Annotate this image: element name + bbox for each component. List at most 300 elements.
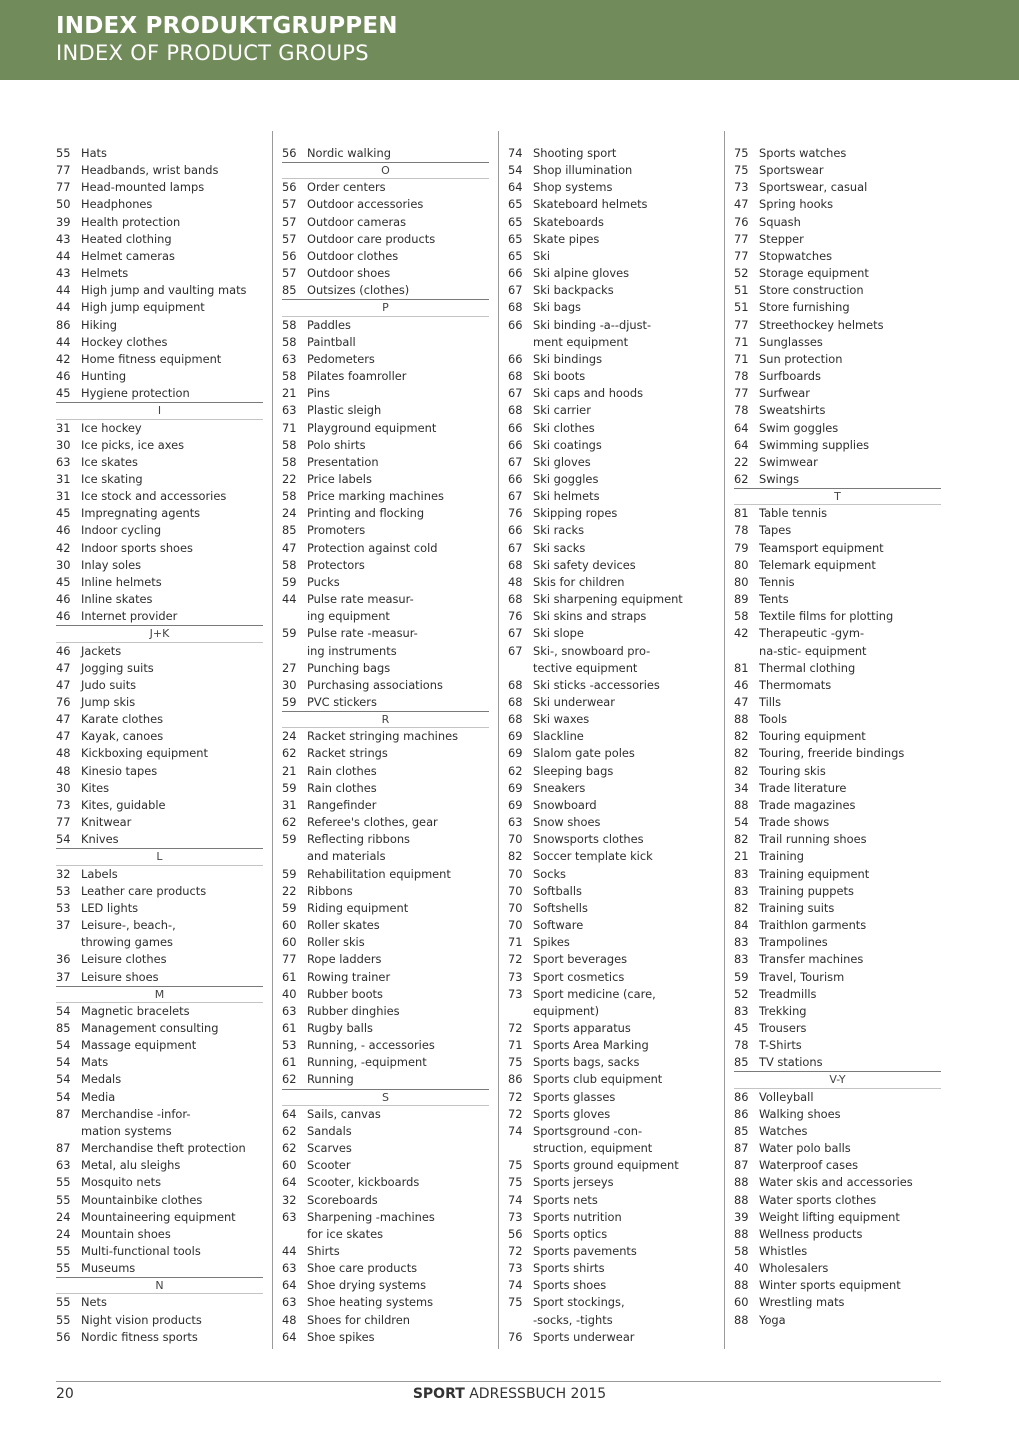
index-entry (508, 1312, 715, 1329)
product-group-label: T-Shirts (759, 1038, 802, 1053)
page-ref: 73 (56, 797, 71, 812)
index-entry (508, 797, 715, 814)
page-ref: 71 (282, 420, 297, 435)
index-entry (508, 522, 715, 539)
product-group-label: Nets (81, 1295, 107, 1310)
page-ref: 60 (282, 918, 297, 933)
index-entry (282, 471, 489, 488)
product-group-label: Scooter, kickboards (307, 1175, 420, 1190)
page-ref: 58 (282, 454, 297, 469)
index-column-3 (508, 145, 715, 1346)
product-group-label: Inlay soles (81, 557, 142, 572)
page-ref: 56 (56, 1329, 71, 1344)
index-entry (508, 1054, 715, 1071)
product-group-label: Shop illumination (533, 163, 633, 178)
product-group-label: Touring skis (759, 763, 826, 778)
index-entry (56, 677, 263, 694)
page-ref: 58 (282, 317, 297, 332)
product-group-label: Trail running shoes (759, 832, 867, 847)
product-group-label: Hygiene protection (81, 386, 190, 401)
page-ref: 54 (56, 1089, 71, 1104)
index-entry (282, 145, 489, 162)
index-entry (56, 437, 263, 454)
page-ref: 46 (734, 677, 749, 692)
page-ref: 30 (56, 437, 71, 452)
product-group-label: throwing games (81, 935, 173, 950)
product-group-label: Software (533, 918, 584, 933)
page-ref: 82 (508, 849, 523, 864)
product-group-label: Ski gloves (533, 454, 591, 469)
index-entry (734, 196, 941, 213)
page-ref: 62 (734, 471, 749, 486)
product-group-label: Rope ladders (307, 952, 382, 967)
index-entry (56, 883, 263, 900)
page-ref: 59 (282, 780, 297, 795)
index-entry (734, 162, 941, 179)
page-ref: 71 (734, 351, 749, 366)
page-ref: 30 (56, 780, 71, 795)
page-ref: 55 (56, 1175, 71, 1190)
index-entry (734, 848, 941, 865)
index-entry (508, 1140, 715, 1157)
page-ref: 57 (282, 231, 297, 246)
product-group-label: Winter sports equipment (759, 1278, 901, 1293)
product-group-label: Water polo balls (759, 1141, 851, 1156)
page-ref: 69 (508, 729, 523, 744)
index-entry (282, 1123, 489, 1140)
product-group-label: Treadmills (759, 986, 817, 1001)
page-ref: 56 (508, 1226, 523, 1241)
index-entry (282, 1329, 489, 1346)
product-group-label: Touring, freeride bindings (759, 746, 905, 761)
page-ref: 63 (282, 403, 297, 418)
page-ref: 59 (734, 969, 749, 984)
product-group-label: Thermal clothing (759, 660, 856, 675)
product-group-label: Ski sacks (533, 540, 586, 555)
product-group-label: Sports nutrition (533, 1209, 622, 1224)
product-group-label: Shoe drying systems (307, 1278, 427, 1293)
product-group-label: Mountaineering equipment (81, 1209, 236, 1224)
page-ref: 84 (734, 918, 749, 933)
page-ref: 24 (56, 1209, 71, 1224)
product-group-label: Sport cosmetics (533, 969, 625, 984)
index-entry (734, 1020, 941, 1037)
index-entry (282, 1226, 489, 1243)
product-group-label: Impregnating agents (81, 506, 201, 521)
product-group-label: Ski boots (533, 369, 586, 384)
index-entry (734, 1226, 941, 1243)
page-ref: 80 (734, 574, 749, 589)
index-entry (282, 1037, 489, 1054)
product-group-label: Scoreboards (307, 1192, 378, 1207)
index-entry (508, 1209, 715, 1226)
index-entry (508, 471, 715, 488)
product-group-label: Outsizes (clothes) (307, 283, 410, 298)
index-entry (508, 540, 715, 557)
product-group-label: Store construction (759, 283, 864, 298)
product-group-label: Metal, alu sleighs (81, 1158, 181, 1173)
page-ref: 24 (56, 1226, 71, 1241)
product-group-label: Sports nets (533, 1192, 598, 1207)
page-ref: 76 (508, 1329, 523, 1344)
page-ref: 85 (734, 1055, 749, 1070)
product-group-label: Massage equipment (81, 1038, 197, 1053)
product-group-label: Sport beverages (533, 952, 628, 967)
index-entry (282, 677, 489, 694)
page-ref: 32 (56, 866, 71, 881)
index-entry (734, 917, 941, 934)
page-ref: 74 (508, 1123, 523, 1138)
index-entry (56, 162, 263, 179)
page-ref: 77 (56, 180, 71, 195)
page-ref: 44 (56, 300, 71, 315)
index-entry (282, 986, 489, 1003)
product-group-label: Trousers (759, 1020, 807, 1035)
index-entry (282, 848, 489, 865)
index-entry (734, 969, 941, 986)
product-group-label: Ribbons (307, 883, 353, 898)
index-entry (508, 763, 715, 780)
page-ref: 66 (508, 471, 523, 486)
page-ref: 22 (734, 454, 749, 469)
product-group-label: Swimwear (759, 454, 818, 469)
product-group-label: Internet provider (81, 609, 178, 624)
product-group-label: Sports optics (533, 1226, 608, 1241)
page-ref: 37 (56, 918, 71, 933)
index-entry (56, 1037, 263, 1054)
page-ref: 66 (508, 420, 523, 435)
page-ref: 73 (734, 180, 749, 195)
product-group-label: Outdoor shoes (307, 266, 391, 281)
page-ref: 67 (508, 283, 523, 298)
index-entry (282, 1071, 489, 1088)
page-ref: 65 (508, 248, 523, 263)
page-ref: 82 (734, 832, 749, 847)
index-entry (508, 608, 715, 625)
product-group-label: Shooting sport (533, 146, 617, 160)
index-entry (508, 317, 715, 334)
page-ref: 69 (508, 797, 523, 812)
index-entry (734, 728, 941, 745)
product-group-label: Ski waxes (533, 712, 590, 727)
page-ref: 30 (56, 557, 71, 572)
index-entry (734, 540, 941, 557)
index-entry (56, 1157, 263, 1174)
page-ref: 72 (508, 1106, 523, 1121)
product-group-label: Rowing trainer (307, 969, 391, 984)
page-ref: 37 (56, 969, 71, 984)
page-ref: 31 (282, 797, 297, 812)
product-group-label: Weight lifting equipment (759, 1209, 900, 1224)
index-entry (508, 1071, 715, 1088)
product-group-label: Paddles (307, 317, 351, 332)
page-ref: 54 (508, 163, 523, 178)
product-group-label: Kites, guidable (81, 797, 166, 812)
letter-divider: T (734, 488, 941, 505)
page-ref: 83 (734, 883, 749, 898)
product-group-label: Headbands, wrist bands (81, 163, 219, 178)
index-entry (734, 814, 941, 831)
product-group-label: Textile films for plotting (759, 609, 894, 624)
page-ref: 48 (282, 1312, 297, 1327)
index-entry (282, 1243, 489, 1260)
index-entry (56, 1260, 263, 1277)
index-entry (56, 282, 263, 299)
page-ref: 82 (734, 900, 749, 915)
product-group-label: Ski (533, 248, 550, 263)
product-group-label: Kickboxing equipment (81, 746, 208, 761)
index-entry (56, 385, 263, 402)
product-group-label: -socks, -tights (533, 1312, 613, 1327)
page-ref: 67 (508, 454, 523, 469)
page-ref: 22 (282, 883, 297, 898)
index-entry (508, 625, 715, 642)
product-group-label: Promoters (307, 523, 366, 538)
index-entry (734, 951, 941, 968)
index-entry (734, 1277, 941, 1294)
page-ref: 87 (734, 1158, 749, 1173)
page-ref: 76 (56, 695, 71, 709)
index-entry (56, 1140, 263, 1157)
product-group-label: Mountainbike clothes (81, 1192, 203, 1207)
page-ref: 55 (56, 1261, 71, 1276)
product-group-label: Tools (759, 712, 788, 727)
index-entry (56, 351, 263, 368)
page-ref: 67 (508, 626, 523, 641)
index-entry (282, 643, 489, 660)
index-entry (56, 763, 263, 780)
product-group-label: Helmet cameras (81, 248, 175, 263)
product-group-label: Paintball (307, 334, 356, 349)
product-group-label: Snowsports clothes (533, 832, 644, 847)
index-entry (56, 643, 263, 660)
index-entry (508, 145, 715, 162)
index-entry (56, 557, 263, 574)
page-ref: 42 (734, 626, 749, 641)
page-ref: 59 (282, 832, 297, 847)
index-entry (56, 917, 263, 934)
index-entry (282, 660, 489, 677)
page-ref: 86 (734, 1089, 749, 1104)
page-ref: 70 (508, 866, 523, 881)
index-entry (56, 1329, 263, 1346)
product-group-label: Ski clothes (533, 420, 595, 435)
index-entry (508, 1260, 715, 1277)
page-ref: 60 (282, 935, 297, 950)
index-entry (56, 591, 263, 608)
footer-divider (56, 1381, 941, 1382)
index-entry (508, 437, 715, 454)
index-entry (508, 1329, 715, 1346)
index-entry (56, 179, 263, 196)
page-ref: 46 (56, 369, 71, 384)
page-ref: 68 (508, 592, 523, 607)
product-group-label: Swimming supplies (759, 437, 870, 452)
product-group-label: Roller skates (307, 918, 380, 933)
product-group-label: Leisure-, beach-, (81, 918, 176, 933)
product-group-label: Sports pavements (533, 1244, 637, 1258)
index-entry (734, 608, 941, 625)
index-entry (282, 248, 489, 265)
index-entry (508, 368, 715, 385)
index-entry (282, 780, 489, 797)
page-ref: 70 (508, 900, 523, 915)
index-entry (56, 334, 263, 351)
product-group-label: Ski sharpening equipment (533, 592, 683, 607)
page-ref: 64 (734, 437, 749, 452)
product-group-label: Presentation (307, 454, 379, 469)
page-ref: 88 (734, 1226, 749, 1241)
index-entry (734, 1037, 941, 1054)
page-ref: 76 (508, 506, 523, 521)
page-ref: 66 (508, 266, 523, 281)
product-group-label: Price marking machines (307, 489, 444, 504)
index-entry (734, 866, 941, 883)
column-divider (724, 131, 725, 1349)
page-ref: 44 (56, 334, 71, 349)
index-entry (734, 282, 941, 299)
index-entry (734, 402, 941, 419)
index-entry (56, 951, 263, 968)
product-group-label: Leisure shoes (81, 969, 159, 984)
page-ref: 78 (734, 369, 749, 384)
product-group-label: Running (307, 1072, 354, 1087)
page-ref: 70 (508, 883, 523, 898)
product-group-label: Skateboard helmets (533, 197, 648, 212)
product-group-label: Sandals (307, 1123, 352, 1138)
product-group-label: Labels (81, 866, 118, 881)
page-ref: 65 (508, 231, 523, 246)
index-entry (508, 917, 715, 934)
index-entry (282, 1140, 489, 1157)
index-entry (282, 745, 489, 762)
index-entry (282, 1054, 489, 1071)
product-group-label: Nordic fitness sports (81, 1329, 198, 1344)
product-group-label: Ice picks, ice axes (81, 437, 185, 452)
page-ref: 71 (508, 1038, 523, 1053)
product-group-label: Ice hockey (81, 420, 142, 435)
page-ref: 55 (56, 146, 71, 160)
product-group-label: for ice skates (307, 1226, 384, 1241)
index-entry (734, 557, 941, 574)
page-ref: 42 (56, 540, 71, 555)
product-group-label: Tennis (759, 574, 795, 589)
index-entry (508, 1157, 715, 1174)
product-group-label: struction, equipment (533, 1141, 653, 1156)
index-entry (56, 608, 263, 625)
page-ref: 73 (508, 1261, 523, 1276)
product-group-label: Snow shoes (533, 815, 601, 830)
product-group-label: Training suits (759, 900, 835, 915)
product-group-label: Wholesalers (759, 1261, 829, 1276)
product-group-label: Price labels (307, 471, 372, 486)
page-ref: 64 (282, 1175, 297, 1190)
product-group-label: Yoga (759, 1312, 786, 1327)
product-group-label: Ski safety devices (533, 557, 636, 572)
product-group-label: Leather care products (81, 883, 207, 898)
product-group-label: Headphones (81, 197, 153, 212)
index-entry (508, 728, 715, 745)
page-ref: 85 (282, 523, 297, 538)
index-entry (508, 883, 715, 900)
page-ref: 56 (282, 146, 297, 160)
product-group-label: Rangefinder (307, 797, 377, 812)
index-entry (508, 1089, 715, 1106)
product-group-label: Night vision products (81, 1312, 202, 1327)
index-entry (508, 385, 715, 402)
index-entry (508, 505, 715, 522)
page-ref: 88 (734, 1192, 749, 1207)
product-group-label: Teamsport equipment (759, 540, 884, 555)
page-ref: 87 (56, 1141, 71, 1156)
page-ref: 75 (734, 146, 749, 160)
index-entry (508, 557, 715, 574)
index-entry (734, 1089, 941, 1106)
index-entry (282, 969, 489, 986)
product-group-label: Waterproof cases (759, 1158, 859, 1173)
product-group-label: mation systems (81, 1123, 172, 1138)
page-ref: 64 (282, 1106, 297, 1121)
index-entry (56, 1003, 263, 1020)
page-ref: 48 (508, 574, 523, 589)
index-entry (282, 351, 489, 368)
product-group-label: Trade shows (759, 815, 830, 830)
page-ref: 53 (56, 883, 71, 898)
page-ref: 65 (508, 197, 523, 212)
index-entry (56, 1312, 263, 1329)
index-entry (508, 299, 715, 316)
product-group-label: Sports glasses (533, 1089, 616, 1104)
page-ref: 89 (734, 592, 749, 607)
index-entry (734, 763, 941, 780)
index-entry (282, 951, 489, 968)
index-entry (282, 625, 489, 642)
page-ref: 88 (734, 1278, 749, 1293)
product-group-label: Outdoor care products (307, 231, 436, 246)
index-entry (56, 1106, 263, 1123)
index-entry (282, 214, 489, 231)
page-ref: 83 (734, 1003, 749, 1018)
index-entry (734, 334, 941, 351)
page-ref: 74 (508, 146, 523, 160)
product-group-label: Sports ground equipment (533, 1158, 679, 1173)
page-ref: 58 (282, 437, 297, 452)
page-ref: 42 (56, 351, 71, 366)
product-group-label: Shirts (307, 1244, 340, 1258)
product-group-label: Reflecting ribbons (307, 832, 410, 847)
product-group-label: ment equipment (533, 334, 629, 349)
product-group-label: Training (759, 849, 804, 864)
product-group-label: Pins (307, 386, 330, 401)
product-group-label: Sports shoes (533, 1278, 607, 1293)
product-group-label: Trade magazines (759, 797, 856, 812)
product-group-label: Roller skis (307, 935, 365, 950)
index-entry (56, 1209, 263, 1226)
index-entry (734, 677, 941, 694)
index-entry (282, 540, 489, 557)
index-entry (56, 505, 263, 522)
page-ref: 43 (56, 231, 71, 246)
page-ref: 46 (56, 523, 71, 538)
index-entry (282, 179, 489, 196)
page-ref: 83 (734, 866, 749, 881)
page-ref: 75 (508, 1158, 523, 1173)
index-entry (508, 1226, 715, 1243)
index-entry (56, 1243, 263, 1260)
page-ref: 58 (282, 557, 297, 572)
index-entry (508, 248, 715, 265)
page-ref: 81 (734, 506, 749, 521)
